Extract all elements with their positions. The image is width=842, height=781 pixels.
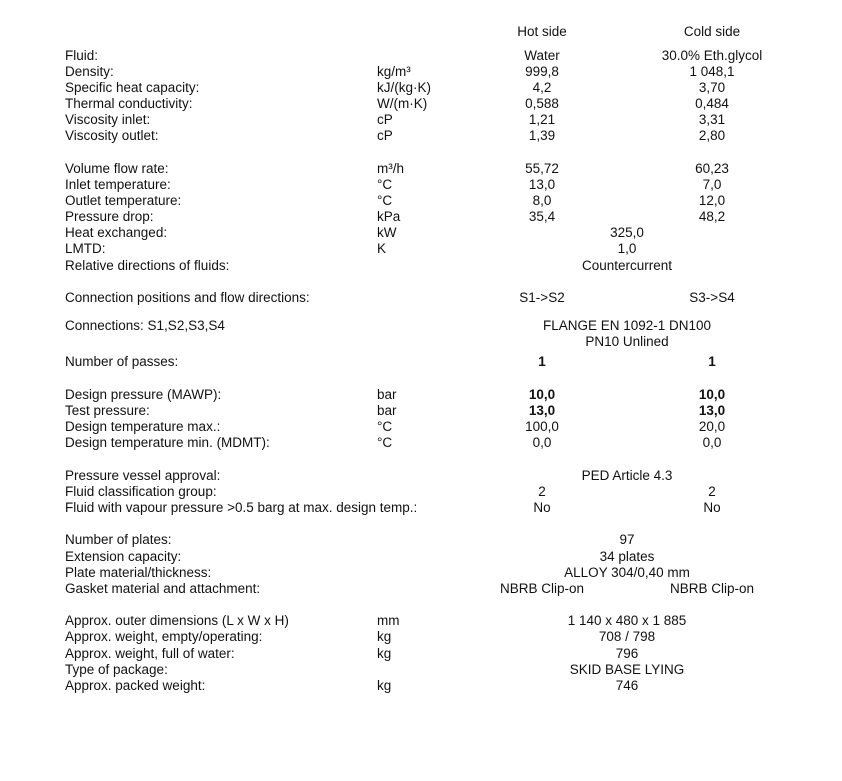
dimensions-unit: mm	[377, 613, 400, 628]
vapour-pressure-cold: No	[703, 500, 721, 515]
fluid-row	[0, 48, 842, 64]
gasket-label: Gasket material and attachment:	[65, 581, 261, 596]
connection-positions-label: Connection positions and flow directions:	[65, 290, 310, 305]
viscosity-inlet-label: Viscosity inlet:	[65, 112, 151, 127]
weight-water-unit: kg	[377, 646, 392, 661]
heat-capacity-label: Specific heat capacity:	[65, 80, 200, 95]
viscosity-outlet-row	[0, 128, 842, 144]
weight-unit: kg	[377, 629, 392, 644]
design-temp-max-hot: 100,0	[525, 419, 559, 434]
directions-value: Countercurrent	[581, 258, 673, 273]
heat-exchanged-label: Heat exchanged:	[65, 225, 168, 240]
weight-water-row	[0, 646, 842, 662]
flow-rate-unit: m³/h	[377, 161, 404, 176]
package-type-value: SKID BASE LYING	[569, 662, 685, 677]
test-pressure-unit: bar	[377, 403, 397, 418]
design-temp-max-unit: °C	[377, 419, 393, 434]
connections-value-line2: PN10 Unlined	[585, 334, 669, 349]
flow-rate-label: Volume flow rate:	[65, 161, 169, 176]
packed-weight-value: 746	[615, 678, 639, 693]
dimensions-value: 1 140 x 480 x 1 885	[567, 613, 687, 628]
heat-capacity-hot: 4,2	[532, 80, 552, 95]
connections-value-line1: FLANGE EN 1092-1 DN100	[542, 318, 712, 333]
inlet-temp-label: Inlet temperature:	[65, 177, 171, 192]
packed-weight-row	[0, 678, 842, 694]
packed-weight-unit: kg	[377, 678, 392, 693]
vessel-approval-row	[0, 468, 842, 484]
plate-material-row	[0, 565, 842, 581]
classification-group-cold: 2	[708, 484, 716, 499]
hot-side-header: Hot side	[517, 24, 567, 39]
mawp-cold: 10,0	[698, 387, 726, 402]
connection-positions-hot: S1->S2	[519, 290, 565, 305]
package-type-label: Type of package:	[65, 662, 168, 677]
density-row	[0, 64, 842, 80]
passes-hot: 1	[538, 354, 546, 369]
passes-cold: 1	[708, 354, 716, 369]
vessel-approval-label: Pressure vessel approval:	[65, 468, 221, 483]
extension-capacity-row	[0, 549, 842, 565]
conductivity-hot: 0,588	[525, 96, 559, 111]
viscosity-outlet-hot: 1,39	[528, 128, 556, 143]
fluid-hot: Water	[524, 48, 560, 63]
lmtd-value: 1,0	[617, 241, 637, 256]
classification-group-hot: 2	[538, 484, 546, 499]
design-temp-min-cold: 0,0	[702, 435, 722, 450]
weight-water-label: Approx. weight, full of water:	[65, 646, 235, 661]
viscosity-inlet-cold: 3,31	[698, 112, 726, 127]
density-unit: kg/m³	[377, 64, 411, 79]
design-temp-max-cold: 20,0	[698, 419, 726, 434]
plates-count-value: 97	[619, 532, 635, 547]
plates-count-row	[0, 532, 842, 548]
design-temp-min-unit: °C	[377, 435, 393, 450]
viscosity-outlet-cold: 2,80	[698, 128, 726, 143]
column-headers	[0, 24, 842, 40]
passes-label: Number of passes:	[65, 354, 179, 369]
weight-water-value: 796	[615, 646, 639, 661]
weight-row	[0, 629, 842, 645]
design-temp-min-label: Design temperature min. (MDMT):	[65, 435, 270, 450]
weight-label: Approx. weight, empty/operating:	[65, 629, 263, 644]
lmtd-label: LMTD:	[65, 241, 106, 256]
density-cold: 1 048,1	[689, 64, 735, 79]
flow-rate-row	[0, 161, 842, 177]
vapour-pressure-label: Fluid with vapour pressure >0.5 barg at max. design temp.:	[65, 500, 418, 515]
package-type-row	[0, 662, 842, 678]
mawp-label: Design pressure (MAWP):	[65, 387, 222, 402]
viscosity-inlet-unit: cP	[377, 112, 393, 127]
outlet-temp-label: Outlet temperature:	[65, 193, 182, 208]
outlet-temp-hot: 8,0	[532, 193, 552, 208]
design-temp-max-label: Design temperature max.:	[65, 419, 221, 434]
outlet-temp-cold: 12,0	[698, 193, 726, 208]
pressure-drop-unit: kPa	[377, 209, 401, 224]
viscosity-inlet-row	[0, 112, 842, 128]
dimensions-row	[0, 613, 842, 629]
outlet-temp-row	[0, 193, 842, 209]
lmtd-unit: K	[377, 241, 387, 256]
inlet-temp-row	[0, 177, 842, 193]
fluid-label: Fluid:	[65, 48, 99, 63]
flow-rate-cold: 60,23	[695, 161, 729, 176]
test-pressure-cold: 13,0	[698, 403, 726, 418]
vapour-pressure-hot: No	[533, 500, 551, 515]
vapour-pressure-row	[0, 500, 842, 516]
classification-group-row	[0, 484, 842, 500]
heat-exchanged-row	[0, 225, 842, 241]
pressure-drop-hot: 35,4	[528, 209, 556, 224]
weight-value: 708 / 798	[598, 629, 656, 644]
viscosity-inlet-hot: 1,21	[528, 112, 556, 127]
connection-positions-cold: S3->S4	[689, 290, 735, 305]
test-pressure-hot: 13,0	[528, 403, 556, 418]
pressure-drop-row	[0, 209, 842, 225]
plates-count-label: Number of plates:	[65, 532, 172, 547]
connections-row-2	[0, 334, 842, 350]
heat-capacity-row	[0, 80, 842, 96]
viscosity-outlet-unit: cP	[377, 128, 393, 143]
passes-row	[0, 354, 842, 370]
density-label: Density:	[65, 64, 114, 79]
cold-side-header: Cold side	[683, 24, 741, 39]
mawp-row	[0, 387, 842, 403]
heat-capacity-unit: kJ/(kg·K)	[377, 80, 431, 95]
conductivity-label: Thermal conductivity:	[65, 96, 193, 111]
heat-exchanged-unit: kW	[377, 225, 397, 240]
gasket-row	[0, 581, 842, 597]
packed-weight-label: Approx. packed weight:	[65, 678, 206, 693]
vessel-approval-value: PED Article 4.3	[581, 468, 673, 483]
test-pressure-row	[0, 403, 842, 419]
directions-row	[0, 258, 842, 274]
connections-label: Connections: S1,S2,S3,S4	[65, 318, 225, 333]
plate-material-value: ALLOY 304/0,40 mm	[564, 565, 690, 580]
classification-group-label: Fluid classification group:	[65, 484, 217, 499]
conductivity-row	[0, 96, 842, 112]
viscosity-outlet-label: Viscosity outlet:	[65, 128, 159, 143]
heat-exchanged-value: 325,0	[610, 225, 644, 240]
conductivity-cold: 0,484	[695, 96, 729, 111]
heat-capacity-cold: 3,70	[698, 80, 726, 95]
connection-positions-row	[0, 290, 842, 306]
extension-capacity-value: 34 plates	[599, 549, 655, 564]
test-pressure-label: Test pressure:	[65, 403, 150, 418]
inlet-temp-unit: °C	[377, 177, 393, 192]
pressure-drop-label: Pressure drop:	[65, 209, 154, 224]
design-temp-max-row	[0, 419, 842, 435]
directions-label: Relative directions of fluids:	[65, 258, 230, 273]
pressure-drop-cold: 48,2	[698, 209, 726, 224]
design-temp-min-hot: 0,0	[532, 435, 552, 450]
gasket-hot: NBRB Clip-on	[499, 581, 585, 596]
connections-row	[0, 318, 842, 334]
design-temp-min-row	[0, 435, 842, 451]
dimensions-label: Approx. outer dimensions (L x W x H)	[65, 613, 289, 628]
lmtd-row	[0, 241, 842, 257]
density-hot: 999,8	[525, 64, 559, 79]
inlet-temp-cold: 7,0	[702, 177, 722, 192]
outlet-temp-unit: °C	[377, 193, 393, 208]
mawp-unit: bar	[377, 387, 397, 402]
fluid-cold: 30.0% Eth.glycol	[661, 48, 763, 63]
conductivity-unit: W/(m·K)	[377, 96, 428, 111]
plate-material-label: Plate material/thickness:	[65, 565, 212, 580]
extension-capacity-label: Extension capacity:	[65, 549, 182, 564]
mawp-hot: 10,0	[528, 387, 556, 402]
flow-rate-hot: 55,72	[525, 161, 559, 176]
inlet-temp-hot: 13,0	[528, 177, 556, 192]
gasket-cold: NBRB Clip-on	[669, 581, 755, 596]
